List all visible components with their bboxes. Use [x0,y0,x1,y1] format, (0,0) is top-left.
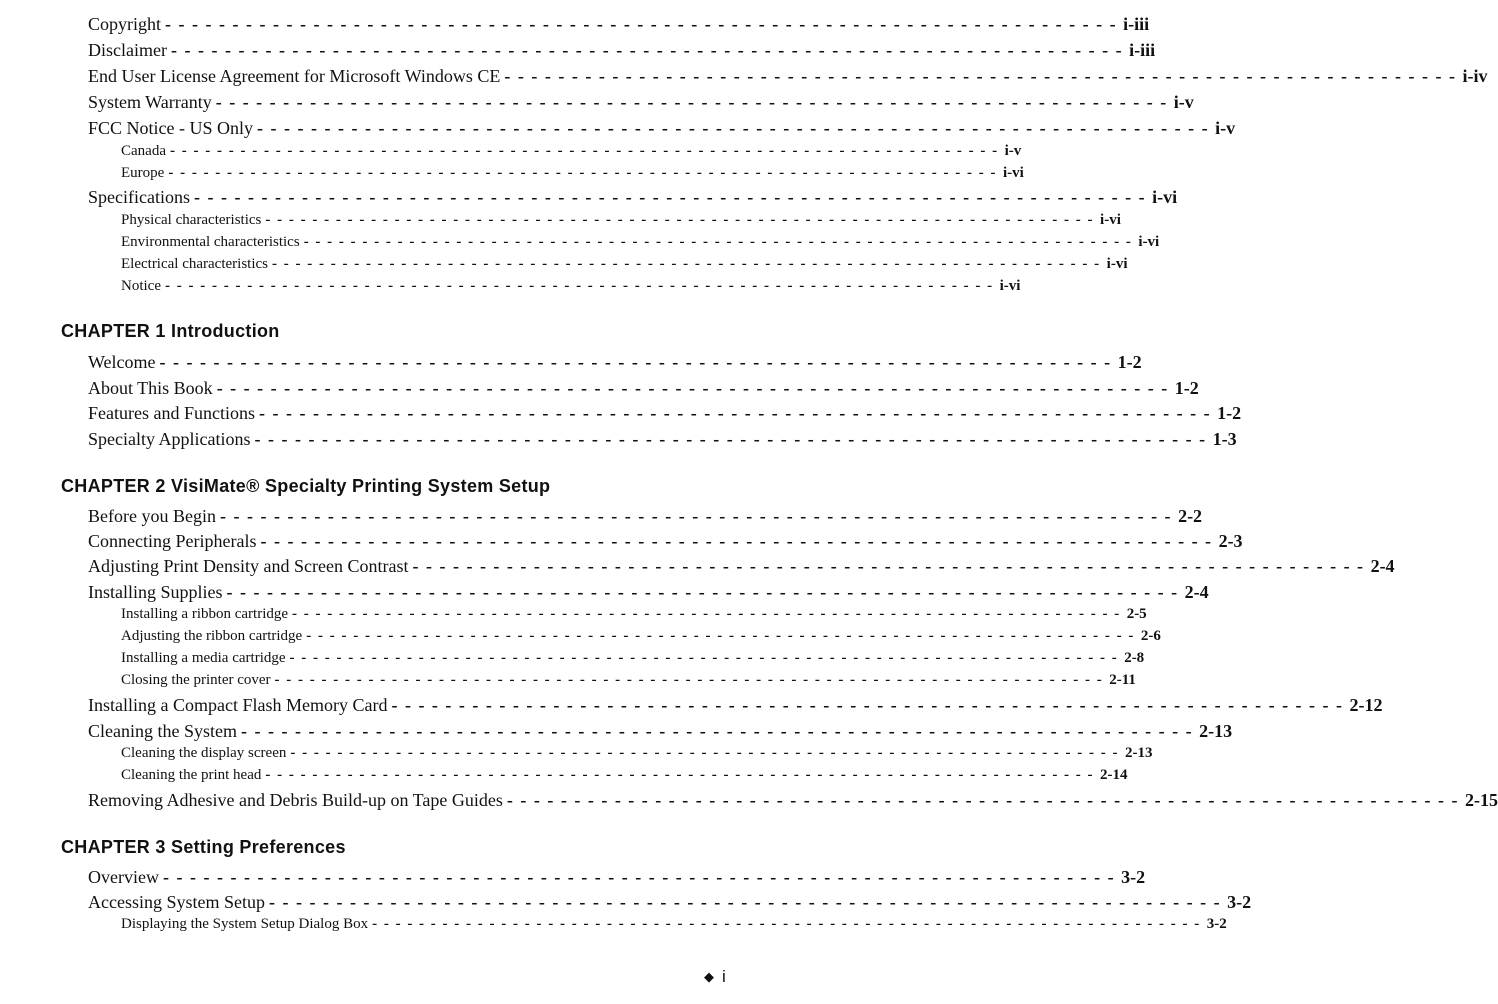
toc-entry-title: About This Book [88,378,213,398]
toc-entry-title: Electrical characteristics [121,256,268,272]
toc-entry[interactable] [88,352,1142,373]
toc-entry[interactable] [88,556,1395,577]
toc-leader: - - - - - - - - - - - - - - - - - - - - - - - - - - - - - - - - - - - - - - - - - - - - - - - - - - - - - - - - - - - - - - - - - - - - - - - [391,695,1344,715]
toc-leader: - - - - - - - - - - - - - - - - - - - - - - - - - - - - - - - - - - - - - - - - - - - - - - - - - - - - - - - - - - - - - - - - - - - - - - - [372,916,1201,932]
toc-entry[interactable] [88,892,1252,913]
toc-entry-page: 2-5 [1126,606,1147,622]
toc-leader: - - - - - - - - - - - - - - - - - - - - - - - - - - - - - - - - - - - - - - - - - - - - - - - - - - - - - - - - - - - - - - - - - - - - - - - [162,867,1116,887]
toc-entry-title: Cleaning the print head [121,767,262,783]
toc-entry-page: 2-4 [1370,556,1395,576]
toc-entry-page: 2-8 [1124,650,1145,666]
toc-leader: - - - - - - - - - - - - - - - - - - - - - - - - - - - - - - - - - - - - - - - - - - - - - - - - - - - - - - - - - - - - - - - - - - - - - - - [226,582,1179,602]
toc-entry-page: i-vi [1002,165,1024,181]
toc-leader: - - - - - - - - - - - - - - - - - - - - - - - - - - - - - - - - - - - - - - - - - - - - - - - - - - - - - - - - - - - - - - - - - - - - - - - [169,143,999,159]
toc-entry-title: Connecting Peripherals [88,531,257,551]
toc-entry-title: Cleaning the display screen [121,745,287,761]
toc-entry-title: FCC Notice - US Only [88,118,254,138]
chapter-heading: CHAPTER 1 Introduction [61,321,280,341]
toc-entry[interactable] [88,429,1237,450]
toc-entry-title: System Warranty [88,92,212,112]
toc-leader: - - - - - - - - - - - - - - - - - - - - - - - - - - - - - - - - - - - - - - - - - - - - - - - - - - - - - - - - - - - - - - - - - - - - - - - [265,767,1095,783]
toc-leader: - - - - - - - - - - - - - - - - - - - - - - - - - - - - - - - - - - - - - - - - - - - - - - - - - - - - - - - - - - - - - - - - - - - - - - - [240,721,1194,741]
toc-entry-page: 2-13 [1125,745,1153,761]
toc-leader: - - - - - - - - - - - - - - - - - - - - - - - - - - - - - - - - - - - - - - - - - - - - - - - - - - - - - - - - - - - - - - - - - - - - - - - [265,212,1095,228]
toc-entry-title: Welcome [88,352,156,372]
toc-entry-page: 1-2 [1117,352,1142,372]
toc-entry[interactable] [88,531,1243,552]
toc-entry[interactable] [88,378,1199,399]
toc-subentry[interactable] [121,606,1147,623]
toc-leader: - - - - - - - - - - - - - - - - - - - - - - - - - - - - - - - - - - - - - - - - - - - - - - - - - - - - - - - - - - - - - - - - - - - - - - - [504,66,1457,86]
toc-entry-page: 1-2 [1174,378,1199,398]
toc-entry[interactable] [88,40,1156,61]
toc-leader: - - - - - - - - - - - - - - - - - - - - - - - - - - - - - - - - - - - - - - - - - - - - - - - - - - - - - - - - - - - - - - - - - - - - - - - [506,790,1459,810]
toc-entry-title: Environmental characteristics [121,234,300,250]
toc-subentry[interactable] [121,672,1136,689]
toc-entry-title: End User License Agreement for Microsoft Windows CE [88,66,501,86]
toc-subentry[interactable] [121,650,1145,667]
toc-entry-page: 2-15 [1464,790,1498,810]
toc-leader: - - - - - - - - - - - - - - - - - - - - - - - - - - - - - - - - - - - - - - - - - - - - - - - - - - - - - - - - - - - - - - - - - - - - - - - [257,118,1210,138]
toc-entry-title: Installing a Compact Flash Memory Card [88,695,388,715]
toc-subentry[interactable] [121,256,1128,273]
toc-entry[interactable] [88,187,1178,208]
toc-entry-title: Copyright [88,14,162,34]
toc-entry-page: i-vi [1100,212,1121,228]
toc-entry[interactable] [88,695,1383,716]
toc-entry-page: 1-2 [1217,403,1242,423]
toc-leader: - - - - - - - - - - - - - - - - - - - - - - - - - - - - - - - - - - - - - - - - - - - - - - - - - - - - - - - - - - - - - - - - - - - - - - - [260,531,1213,551]
toc-leader: - - - - - - - - - - - - - - - - - - - - - - - - - - - - - - - - - - - - - - - - - - - - - - - - - - - - - - - - - - - - - - - - - - - - - - - [274,672,1104,688]
toc-leader: - - - - - - - - - - - - - - - - - - - - - - - - - - - - - - - - - - - - - - - - - - - - - - - - - - - - - - - - - - - - - - - - - - - - - - - [219,506,1173,526]
toc-entry-page: 2-4 [1184,582,1209,602]
toc-entry-page: 2-14 [1100,767,1128,783]
toc-subentry[interactable] [121,767,1128,784]
toc-entry-title: Europe [121,165,165,181]
page-number-label: i [722,967,726,986]
toc-entry-title: Physical characteristics [121,212,262,228]
toc-entry-page: i-v [1004,143,1022,159]
toc-entry[interactable] [88,867,1146,888]
toc-entry[interactable] [88,721,1233,742]
toc-entry-page: i-iii [1129,40,1156,60]
toc-entry-page: i-vi [1152,187,1178,207]
toc-entry-title: Closing the printer cover [121,672,271,688]
toc-entry-page: i-iii [1123,14,1150,34]
page-number [704,967,726,987]
toc-entry[interactable] [88,92,1194,113]
toc-entry-title: Accessing System Setup [88,892,265,912]
toc-subentry[interactable] [121,745,1153,762]
toc-entry-title: Adjusting the ribbon cartridge [121,628,303,644]
toc-entry-title: Specifications [88,187,190,207]
toc-leader: - - - - - - - - - - - - - - - - - - - - - - - - - - - - - - - - - - - - - - - - - - - - - - - - - - - - - - - - - - - - - - - - - - - - - - - [193,187,1147,207]
toc-leader: - - - - - - - - - - - - - - - - - - - - - - - - - - - - - - - - - - - - - - - - - - - - - - - - - - - - - - - - - - - - - - - - - - - - - - - [289,650,1119,666]
toc-entry-page: i-vi [999,278,1021,294]
toc-entry-title: Disclaimer [88,40,167,60]
toc-subentry[interactable] [121,165,1024,182]
toc-leader: - - - - - - - - - - - - - - - - - - - - - - - - - - - - - - - - - - - - - - - - - - - - - - - - - - - - - - - - - - - - - - - - - - - - - - - [168,165,997,181]
toc-subentry[interactable] [121,278,1021,295]
toc-leader: - - - - - - - - - - - - - - - - - - - - - - - - - - - - - - - - - - - - - - - - - - - - - - - - - - - - - - - - - - - - - - - - - - - - - - - [306,628,1135,644]
toc-entry-page: i-vi [1106,256,1128,272]
toc-entry-page: i-v [1173,92,1194,112]
toc-leader: - - - - - - - - - - - - - - - - - - - - - - - - - - - - - - - - - - - - - - - - - - - - - - - - - - - - - - - - - - - - - - - - - - - - - - - [269,892,1222,912]
toc-leader: - - - - - - - - - - - - - - - - - - - - - - - - - - - - - - - - - - - - - - - - - - - - - - - - - - - - - - - - - - - - - - - - - - - - - - - [290,745,1120,761]
toc-entry[interactable] [88,790,1498,811]
toc-entry-page: 2-3 [1218,531,1243,551]
toc-entry[interactable] [88,66,1488,87]
toc-leader: - - - - - - - - - - - - - - - - - - - - - - - - - - - - - - - - - - - - - - - - - - - - - - - - - - - - - - - - - - - - - - - - - - - - - - - [159,352,1112,372]
toc-entry-page: i-vi [1138,234,1160,250]
chapter-heading: CHAPTER 2 VisiMate® Specialty Printing System Setup [61,476,551,496]
toc-subentry[interactable] [121,212,1121,229]
toc-entry-page: 3-2 [1121,867,1146,887]
toc-entry[interactable] [88,403,1242,424]
toc-leader: - - - - - - - - - - - - - - - - - - - - - - - - - - - - - - - - - - - - - - - - - - - - - - - - - - - - - - - - - - - - - - - - - - - - - - - [170,40,1124,60]
toc-entry-title: Installing Supplies [88,582,223,602]
toc-entry-page: i-v [1215,118,1236,138]
toc-entry-page: 2-2 [1178,506,1203,526]
toc-entry-title: Before you Begin [88,506,216,526]
toc-entry-page: 3-2 [1206,916,1227,932]
toc-entry-title: Overview [88,867,159,887]
diamond-bullet-icon: ◆ [704,969,714,984]
toc-leader: - - - - - - - - - - - - - - - - - - - - - - - - - - - - - - - - - - - - - - - - - - - - - - - - - - - - - - - - - - - - - - - - - - - - - - - [303,234,1133,250]
toc-leader: - - - - - - - - - - - - - - - - - - - - - - - - - - - - - - - - - - - - - - - - - - - - - - - - - - - - - - - - - - - - - - - - - - - - - - - [272,256,1101,272]
toc-entry[interactable] [88,582,1209,603]
toc-entry-page: 2-12 [1349,695,1383,715]
toc-entry-page: 2-13 [1199,721,1233,741]
toc-entry[interactable] [88,506,1203,527]
toc-entry-page: i-iv [1462,66,1488,86]
toc-entry-title: Installing a media cartridge [121,650,286,666]
toc-leader: - - - - - - - - - - - - - - - - - - - - - - - - - - - - - - - - - - - - - - - - - - - - - - - - - - - - - - - - - - - - - - - - - - - - - - - [292,606,1121,622]
toc-entry-page: 3-2 [1227,892,1252,912]
toc-leader: - - - - - - - - - - - - - - - - - - - - - - - - - - - - - - - - - - - - - - - - - - - - - - - - - - - - - - - - - - - - - - - - - - - - - - - [412,556,1365,576]
toc-entry[interactable] [88,14,1150,35]
chapter-heading: CHAPTER 3 Setting Preferences [61,837,346,857]
toc-entry-title: Specialty Applications [88,429,251,449]
toc-entry-title: Installing a ribbon cartridge [121,606,289,622]
toc-subentry[interactable] [121,628,1161,645]
toc-subentry[interactable] [121,143,1022,160]
toc-entry-title: Removing Adhesive and Debris Build-up on Tape Guides [88,790,503,810]
toc-entry-title: Notice [121,278,161,294]
toc-entry-page: 2-11 [1109,672,1136,688]
toc-entry-title: Canada [121,143,166,159]
toc-leader: - - - - - - - - - - - - - - - - - - - - - - - - - - - - - - - - - - - - - - - - - - - - - - - - - - - - - - - - - - - - - - - - - - - - - - - [164,278,994,294]
toc-subentry[interactable] [121,234,1160,251]
toc-entry-page: 1-3 [1212,429,1237,449]
toc-entry-page: 2-6 [1140,628,1161,644]
toc-subentry[interactable] [121,916,1227,933]
toc-entry-title: Cleaning the System [88,721,237,741]
toc-entry[interactable] [88,118,1236,139]
toc-leader: - - - - - - - - - - - - - - - - - - - - - - - - - - - - - - - - - - - - - - - - - - - - - - - - - - - - - - - - - - - - - - - - - - - - - - - [215,92,1168,112]
toc-leader: - - - - - - - - - - - - - - - - - - - - - - - - - - - - - - - - - - - - - - - - - - - - - - - - - - - - - - - - - - - - - - - - - - - - - - - [258,403,1212,423]
toc-entry-title: Displaying the System Setup Dialog Box [121,916,369,932]
toc-entry-title: Adjusting Print Density and Screen Contrast [88,556,409,576]
toc-entry-title: Features and Functions [88,403,255,423]
toc-leader: - - - - - - - - - - - - - - - - - - - - - - - - - - - - - - - - - - - - - - - - - - - - - - - - - - - - - - - - - - - - - - - - - - - - - - - [216,378,1169,398]
toc-leader: - - - - - - - - - - - - - - - - - - - - - - - - - - - - - - - - - - - - - - - - - - - - - - - - - - - - - - - - - - - - - - - - - - - - - - - [165,14,1118,34]
toc-leader: - - - - - - - - - - - - - - - - - - - - - - - - - - - - - - - - - - - - - - - - - - - - - - - - - - - - - - - - - - - - - - - - - - - - - - - [254,429,1207,449]
